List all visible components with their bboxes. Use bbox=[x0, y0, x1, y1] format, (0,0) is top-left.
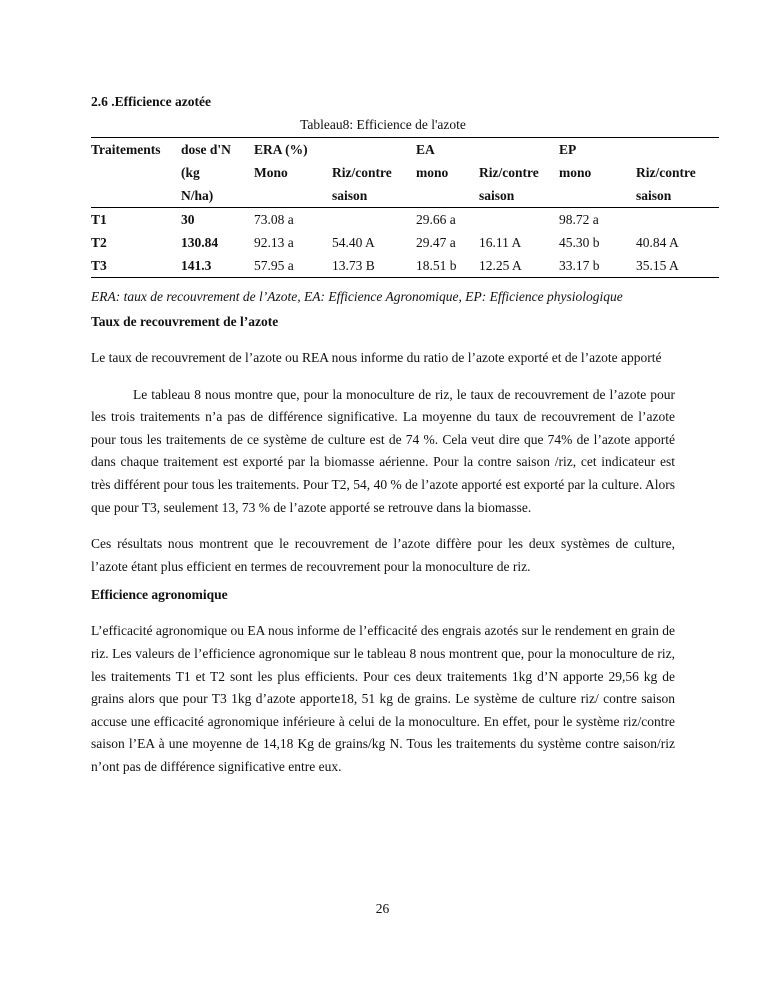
table-cell: 141.3 bbox=[181, 254, 254, 278]
table-header-row bbox=[91, 138, 719, 162]
paragraph: Le taux de recouvrement de l’azote ou REA nous informe du ratio de l’azote exporté et de l’azote apporté bbox=[91, 350, 662, 365]
paragraph: Le tableau 8 nous montre que, pour la monoculture de riz, le taux de recouvrement de l’azote pour les trois traitements n’a pas de différence significative. La moyenne du taux de recouvrement de l’azote pour tous les traitements de ce système de culture est de 74 %. Cela veut dire que 74% de l’azote apporté dans chaque traitement est exporté par la biomasse aérienne. Pour la contre saison /riz, cet indicateur est très différent pour tous les traitements. Pour T2, 54, 40 % de l’azote apporté est exporté par la culture. Alors que pour T3, seulement 13, 73 % de l’azote apporté se retrouve dans la biomasse. bbox=[91, 386, 675, 515]
header-cell bbox=[332, 138, 416, 162]
table-cell: 98.72 a bbox=[559, 212, 599, 227]
header-cell bbox=[91, 184, 181, 208]
table-row bbox=[91, 254, 719, 278]
table-cell: 54.40 A bbox=[332, 235, 375, 250]
table-cell: 12.25 A bbox=[479, 254, 559, 278]
efficiency-table bbox=[91, 137, 719, 278]
table-container bbox=[91, 137, 719, 278]
table-row bbox=[91, 231, 719, 254]
table-cell: 29.47 a bbox=[416, 235, 456, 250]
table-cell: 13.73 B bbox=[332, 254, 416, 278]
table-cell bbox=[636, 208, 719, 232]
table-cell: 18.51 b bbox=[416, 254, 479, 278]
table-header-row bbox=[91, 184, 719, 208]
header-cell: Riz/contre bbox=[636, 165, 696, 180]
header-cell: saison bbox=[332, 184, 416, 208]
table-cell: 57.95 a bbox=[254, 254, 332, 278]
header-cell: saison bbox=[479, 184, 559, 208]
table-caption: Tableau8: Efficience de l'azote bbox=[300, 117, 466, 132]
header-cell bbox=[91, 161, 181, 184]
header-cell: (kg bbox=[181, 165, 200, 180]
header-cell: ERA (%) bbox=[254, 142, 308, 157]
header-cell: Traitements bbox=[91, 142, 161, 157]
table-cell: T3 bbox=[91, 254, 181, 278]
document-page bbox=[91, 92, 696, 779]
header-cell: Riz/contre bbox=[332, 165, 392, 180]
header-cell: dose d'N bbox=[181, 142, 231, 157]
subheading-agronomic: Efficience agronomique bbox=[91, 587, 228, 603]
table-cell: T1 bbox=[91, 212, 107, 227]
table-cell: 30 bbox=[181, 212, 195, 227]
header-cell: Riz/contre bbox=[479, 165, 539, 180]
table-cell: 16.11 A bbox=[479, 235, 522, 250]
section-title: 2.6 .Efficience azotée bbox=[91, 94, 211, 109]
table-cell: 29.66 a bbox=[416, 212, 456, 227]
table-cell: 92.13 a bbox=[254, 235, 294, 250]
table-note: ERA: taux de recouvrement de l’Azote, EA: Efficience Agronomique, EP: Efficience physiologique bbox=[91, 289, 623, 304]
table-cell: T2 bbox=[91, 235, 107, 250]
table-cell bbox=[332, 208, 416, 232]
header-cell: mono bbox=[559, 165, 592, 180]
header-cell bbox=[416, 184, 479, 208]
table-cell: 130.84 bbox=[181, 235, 219, 250]
table-cell: 35.15 A bbox=[636, 254, 719, 278]
header-cell: EP bbox=[559, 142, 577, 157]
table-cell: 73.08 a bbox=[254, 212, 294, 227]
table-cell bbox=[479, 208, 559, 232]
page-number: 26 bbox=[375, 901, 390, 916]
header-cell: mono bbox=[416, 165, 449, 180]
header-cell bbox=[479, 138, 559, 162]
header-cell: N/ha) bbox=[181, 184, 254, 208]
header-cell bbox=[559, 184, 636, 208]
subheading-recovery: Taux de recouvrement de l’azote bbox=[91, 314, 279, 329]
table-cell: 33.17 b bbox=[559, 254, 636, 278]
header-cell bbox=[636, 138, 719, 162]
paragraph: L’efficacité agronomique ou EA nous informe de l’efficacité des engrais azotés sur le rendement en grain de riz. Les valeurs de l’efficience agronomique sur le tableau 8 nous montrent que, pour la monoculture de riz, les traitements T1 et T2 sont les plus efficients. Pour ces deux traitements 1kg d’N apporte 29,56 kg de grains alors que pour T3 1kg d’azote apporte18, 51 kg de grains. Le système de culture riz/ contre saison accuse une efficacité agronomique inférieure à celui de la monoculture. En effet, pour le système riz/contre saison l’EA à une moyenne de 14,18 Kg de grains/kg N. Tous les traitements du système contre saison/riz n’ont pas de différence significative entre eux. bbox=[91, 623, 675, 774]
header-cell bbox=[254, 184, 332, 208]
header-cell: Mono bbox=[254, 165, 288, 180]
paragraph: Ces résultats nous montrent que le recouvrement de l’azote diffère pour les deux systèmes de culture, l’azote étant plus efficient en termes de recouvrement pour la monoculture de riz. bbox=[91, 536, 675, 574]
header-cell: saison bbox=[636, 184, 719, 208]
table-cell: 45.30 b bbox=[559, 235, 600, 250]
table-cell: 40.84 A bbox=[636, 235, 679, 250]
table-row bbox=[91, 208, 719, 232]
header-cell: EA bbox=[416, 142, 435, 157]
table-header-row bbox=[91, 161, 719, 184]
